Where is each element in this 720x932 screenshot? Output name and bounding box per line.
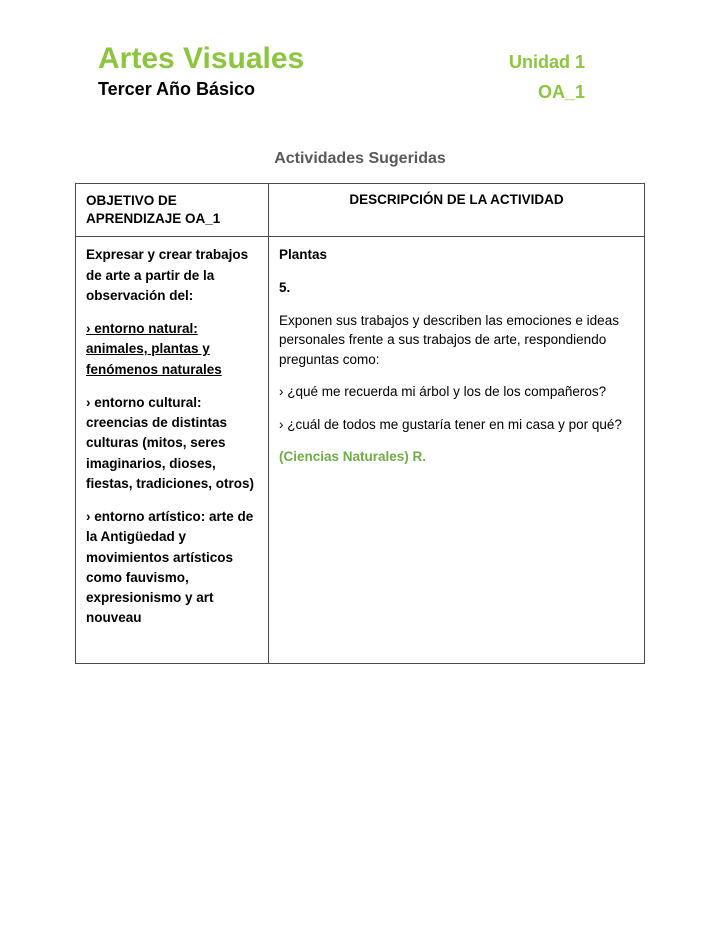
grade-subtitle: Tercer Año Básico xyxy=(98,79,256,99)
table-row xyxy=(76,237,645,664)
objective-cell xyxy=(76,237,269,664)
section-title: Actividades Sugeridas xyxy=(274,150,446,167)
objective-intro: Expresar y crear trabajos de arte a partir de la observación del: xyxy=(86,247,249,303)
activity-topic: Plantas xyxy=(279,247,328,263)
header-right-block xyxy=(509,42,585,103)
column-header-description: DESCRIPCIÓN DE LA ACTIVIDAD xyxy=(269,184,645,237)
unit-label: Unidad 1 xyxy=(508,52,585,72)
activity-question-1: › ¿qué me recuerda mi árbol y los de los compañeros? xyxy=(279,384,607,400)
column-header-objective: OBJETIVO DE APRENDIZAJE OA_1 xyxy=(76,184,269,237)
activity-number: 5. xyxy=(279,280,291,295)
table-header-row xyxy=(76,184,645,237)
document-header xyxy=(0,0,720,103)
activity-subject-reference: (Ciencias Naturales) R. xyxy=(279,449,427,465)
header-left-block xyxy=(98,42,304,100)
activity-description: Exponen sus trabajos y describen las emociones e ideas personales frente a sus trabajos de arte, respondiendo preguntas como: xyxy=(279,312,619,367)
course-title: Artes Visuales xyxy=(98,42,305,75)
objective-item-cultural: › entorno cultural: creencias de distintas culturas (mitos, seres imaginarios, dioses, fiestas, tradiciones, otros) xyxy=(86,394,255,491)
activity-cell xyxy=(269,237,645,664)
oa-label: OA_1 xyxy=(537,82,585,102)
activities-table xyxy=(75,183,645,664)
objective-item-artistico: › entorno artístico: arte de la Antigüedad y movimientos artísticos como fauvismo, expresionismo y art nouveau xyxy=(86,509,254,626)
objective-item-natural: › entorno natural: animales, plantas y fenómenos naturales xyxy=(86,321,222,377)
activity-question-2: › ¿cuál de todos me gustaría tener en mi casa y por qué? xyxy=(279,416,622,432)
